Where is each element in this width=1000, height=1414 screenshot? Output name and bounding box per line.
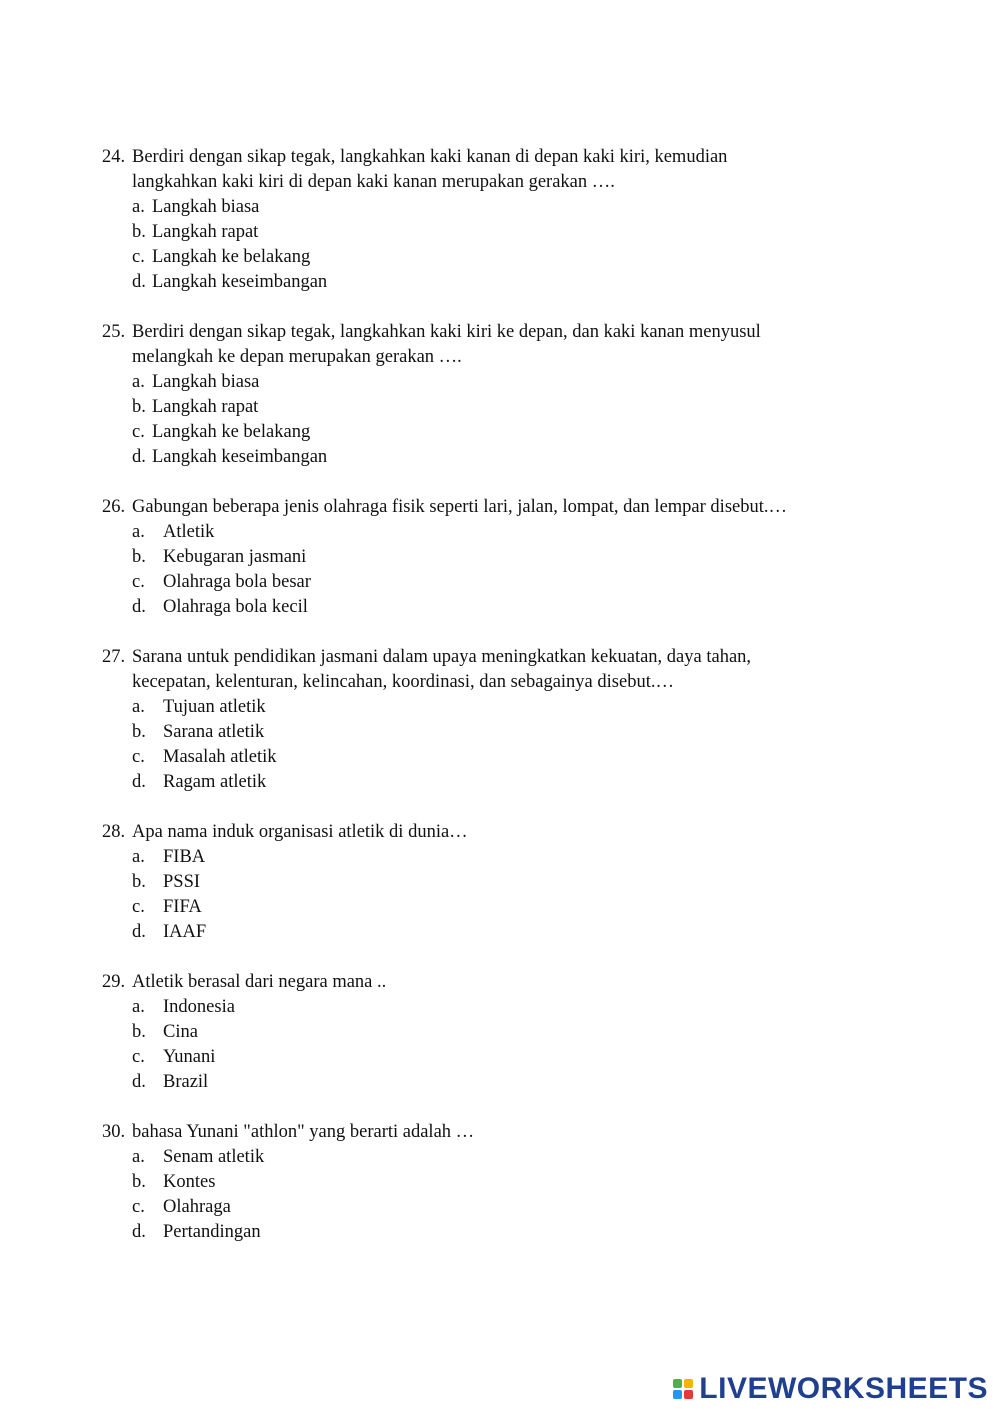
- question-text-line: bahasa Yunani "athlon" yang berarti adalah …: [132, 1122, 475, 1142]
- question-text-line: Berdiri dengan sikap tegak, langkahkan kaki kiri ke depan, dan kaki kanan menyusul: [132, 322, 761, 342]
- option-text: Langkah ke belakang: [152, 422, 311, 442]
- option-letter: c.: [132, 1197, 145, 1217]
- option-letter: b.: [132, 397, 146, 417]
- option-letter: d.: [132, 1222, 146, 1242]
- question-text-line: Atletik berasal dari negara mana ..: [132, 972, 387, 992]
- option-text: Langkah ke belakang: [152, 247, 311, 267]
- question-stem: [102, 320, 902, 345]
- question-number: 24.: [102, 147, 126, 167]
- answer-option[interactable]: [132, 720, 902, 745]
- option-letter: a.: [132, 997, 145, 1017]
- option-text: FIBA: [163, 847, 206, 867]
- answer-options: [102, 995, 902, 1095]
- option-letter: b.: [132, 1022, 146, 1042]
- question-25: [102, 320, 902, 470]
- question-28: [102, 820, 902, 945]
- question-text-line: Gabungan beberapa jenis olahraga fisik seperti lari, jalan, lompat, dan lempar disebut.…: [132, 497, 787, 517]
- option-letter: c.: [132, 422, 145, 442]
- answer-option[interactable]: [132, 370, 902, 395]
- option-letter: d.: [132, 1072, 146, 1092]
- answer-option[interactable]: [132, 1195, 902, 1220]
- question-stem-continued: [102, 670, 902, 695]
- option-text: Tujuan atletik: [163, 697, 266, 717]
- answer-option[interactable]: [132, 545, 902, 570]
- option-text: PSSI: [163, 872, 201, 892]
- answer-option[interactable]: [132, 445, 902, 470]
- question-27: [102, 645, 902, 795]
- option-letter: a.: [132, 372, 145, 392]
- answer-options: [102, 520, 902, 620]
- answer-option[interactable]: [132, 895, 902, 920]
- answer-option[interactable]: [132, 220, 902, 245]
- answer-option[interactable]: [132, 920, 902, 945]
- answer-option[interactable]: [132, 395, 902, 420]
- option-text: Pertandingan: [163, 1222, 261, 1242]
- question-24: [102, 145, 902, 295]
- answer-option[interactable]: [132, 745, 902, 770]
- option-letter: d.: [132, 597, 146, 617]
- question-text-line: Sarana untuk pendidikan jasmani dalam upaya meningkatkan kekuatan, daya tahan,: [132, 647, 752, 667]
- option-text: Sarana atletik: [163, 722, 265, 742]
- option-text: Ragam atletik: [163, 772, 267, 792]
- answer-option[interactable]: [132, 695, 902, 720]
- answer-option[interactable]: [132, 420, 902, 445]
- option-letter: a.: [132, 522, 145, 542]
- question-text-line: Apa nama induk organisasi atletik di dunia…: [132, 822, 468, 842]
- answer-option[interactable]: [132, 520, 902, 545]
- option-letter: d.: [132, 272, 146, 292]
- question-29: [102, 970, 902, 1095]
- question-stem: [102, 1120, 902, 1145]
- answer-option[interactable]: [132, 845, 902, 870]
- answer-option[interactable]: [132, 995, 902, 1020]
- question-number: 26.: [102, 497, 126, 517]
- liveworksheets-logo[interactable]: [673, 1372, 988, 1406]
- option-letter: a.: [132, 1147, 145, 1167]
- option-letter: b.: [132, 722, 146, 742]
- option-letter: a.: [132, 197, 145, 217]
- option-text: Olahraga bola kecil: [163, 597, 308, 617]
- option-text: Olahraga: [163, 1197, 231, 1217]
- option-text: Langkah biasa: [152, 197, 260, 217]
- question-stem-continued: [102, 170, 902, 195]
- option-letter: b.: [132, 547, 146, 567]
- answer-option[interactable]: [132, 1170, 902, 1195]
- question-30: [102, 1120, 902, 1245]
- option-text: Brazil: [163, 1072, 209, 1092]
- answer-option[interactable]: [132, 1045, 902, 1070]
- option-text: Kebugaran jasmani: [163, 547, 307, 567]
- option-letter: c.: [132, 572, 145, 592]
- option-text: Cina: [163, 1022, 198, 1042]
- question-number: 27.: [102, 647, 126, 667]
- answer-option[interactable]: [132, 245, 902, 270]
- option-letter: c.: [132, 247, 145, 267]
- question-text-line: Berdiri dengan sikap tegak, langkahkan kaki kanan di depan kaki kiri, kemudian: [132, 147, 728, 167]
- question-number: 25.: [102, 322, 126, 342]
- option-text: IAAF: [163, 922, 207, 942]
- question-stem: [102, 145, 902, 170]
- answer-options: [102, 1145, 902, 1245]
- option-text: Langkah keseimbangan: [152, 447, 328, 467]
- question-text-line: kecepatan, kelenturan, kelincahan, koordinasi, dan sebagainya disebut.…: [132, 672, 674, 692]
- option-text: Atletik: [163, 522, 215, 542]
- logo-square: [673, 1390, 682, 1399]
- question-26: [102, 495, 902, 620]
- answer-option[interactable]: [132, 595, 902, 620]
- question-stem: [102, 970, 902, 995]
- question-stem: [102, 645, 902, 670]
- option-text: FIFA: [163, 897, 202, 917]
- option-text: Masalah atletik: [163, 747, 277, 767]
- option-letter: c.: [132, 747, 145, 767]
- option-text: Kontes: [163, 1172, 216, 1192]
- option-text: Yunani: [163, 1047, 216, 1067]
- answer-options: [102, 195, 902, 295]
- question-stem-continued: [102, 345, 902, 370]
- liveworksheets-logo-icon: [673, 1379, 693, 1399]
- logo-square: [684, 1390, 693, 1399]
- answer-options: [102, 845, 902, 945]
- answer-option[interactable]: [132, 1070, 902, 1095]
- answer-option[interactable]: [132, 270, 902, 295]
- answer-option[interactable]: [132, 195, 902, 220]
- option-letter: a.: [132, 697, 145, 717]
- option-text: Olahraga bola besar: [163, 572, 311, 592]
- question-number: 29.: [102, 972, 126, 992]
- answer-options: [102, 695, 902, 795]
- question-text-line: langkahkan kaki kiri di depan kaki kanan merupakan gerakan ….: [132, 172, 615, 192]
- option-text: Langkah biasa: [152, 372, 260, 392]
- question-number: 30.: [102, 1122, 126, 1142]
- option-letter: d.: [132, 772, 146, 792]
- question-list: [102, 145, 902, 1270]
- answer-option[interactable]: [132, 570, 902, 595]
- option-text: Langkah rapat: [152, 397, 259, 417]
- option-letter: c.: [132, 897, 145, 917]
- option-letter: b.: [132, 222, 146, 242]
- answer-options: [102, 370, 902, 470]
- option-letter: a.: [132, 847, 145, 867]
- logo-text: LIVEWORKSHEETS: [699, 1372, 988, 1405]
- option-letter: b.: [132, 1172, 146, 1192]
- option-text: Langkah rapat: [152, 222, 259, 242]
- option-letter: b.: [132, 872, 146, 892]
- option-letter: c.: [132, 1047, 145, 1067]
- question-stem: [102, 495, 902, 520]
- answer-option[interactable]: [132, 1020, 902, 1045]
- answer-option[interactable]: [132, 1145, 902, 1170]
- option-text: Langkah keseimbangan: [152, 272, 328, 292]
- option-text: Senam atletik: [163, 1147, 265, 1167]
- question-number: 28.: [102, 822, 126, 842]
- option-letter: d.: [132, 922, 146, 942]
- question-stem: [102, 820, 902, 845]
- option-letter: d.: [132, 447, 146, 467]
- question-text-line: melangkah ke depan merupakan gerakan ….: [132, 347, 462, 367]
- answer-option[interactable]: [132, 870, 902, 895]
- logo-square: [684, 1379, 693, 1388]
- answer-option[interactable]: [132, 1220, 902, 1245]
- answer-option[interactable]: [132, 770, 902, 795]
- option-text: Indonesia: [163, 997, 235, 1017]
- logo-square: [673, 1379, 682, 1388]
